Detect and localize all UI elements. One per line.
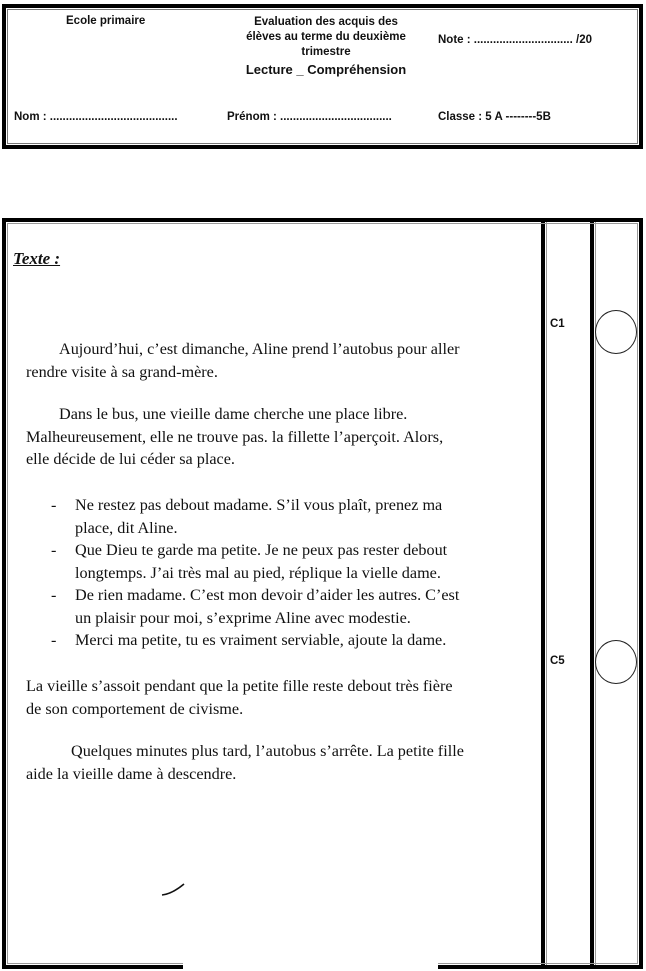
prenom-field[interactable]: Prénom : ................................... (227, 111, 392, 123)
dialogue-text: place, dit Aline. (75, 518, 178, 537)
criterion-c1-score-circle[interactable] (595, 310, 637, 354)
paragraph-1-line-1: Aujourd’hui, c’est dimanche, Aline prend l’autobus pour aller (59, 340, 460, 358)
dialogue-text: longtemps. J’ai très mal au pied, réplique la vielle dame. (75, 563, 441, 582)
paragraph-2-line-2: Malheureusement, elle ne trouve pas. la fillette l’aperçoit. Alors, (26, 427, 444, 446)
paragraph-3-line-1: La vieille s’assoit pendant que la petite fille reste debout très fière (26, 677, 453, 695)
pen-stroke-icon (160, 878, 190, 898)
page-gap (183, 962, 438, 971)
paragraph-2-line-3: elle décide de lui céder sa place. (26, 450, 235, 468)
dialogue-line-3 (51, 584, 551, 629)
paragraph-3 (26, 675, 546, 720)
nom-field[interactable]: Nom : ........................................ (14, 111, 178, 123)
column-divider-2 (590, 222, 594, 965)
classe-field[interactable]: Classe : 5 A --------5B (438, 111, 551, 123)
texte-heading: Texte : (13, 249, 61, 268)
paragraph-3-line-2: de son comportement de civisme. (26, 699, 244, 718)
dialogue-text: Merci ma petite, tu es vraiment serviable, ajoute la dame. (75, 631, 447, 649)
dialogue-line-4 (51, 629, 551, 652)
dialogue-text: un plaisir pour moi, s’exprime Aline avec modestie. (75, 608, 411, 627)
dialogue-text: Que Dieu te garde ma petite. Je ne peux pas rester debout (75, 541, 448, 559)
dialogue-line-2 (51, 539, 551, 584)
evaluation-title (226, 15, 426, 80)
dash-bullet: - (51, 541, 57, 559)
paragraph-4-line-2: aide la vieille dame à descendre. (26, 764, 237, 783)
criterion-c5-label: C5 (550, 655, 565, 667)
dash-bullet: - (51, 496, 57, 514)
paragraph-1-line-2: rendre visite à sa grand-mère. (26, 362, 218, 381)
title-line-2: élèves au terme du deuxième (246, 31, 406, 43)
paragraph-4-line-1: Quelques minutes plus tard, l’autobus s’arrête. La petite fille (71, 742, 464, 760)
dialogue-text: De rien madame. C’est mon devoir d’aider les autres. C’est (75, 586, 460, 604)
title-line-3: trimestre (301, 46, 351, 58)
dialogue-text: Ne restez pas debout madame. S’il vous plaît, prenez ma (75, 496, 443, 514)
paragraph-2 (26, 403, 546, 471)
criterion-c1-label: C1 (550, 318, 565, 330)
dash-bullet: - (51, 631, 57, 649)
paragraph-4 (26, 740, 546, 785)
title-line-1: Evaluation des acquis des (254, 16, 398, 28)
note-field[interactable]: Note : ............................... /20 (438, 34, 593, 46)
paragraph-2-line-1: Dans le bus, une vieille dame cherche une place libre. (59, 405, 408, 423)
header-box (2, 4, 643, 149)
dialogue-line-1 (51, 494, 551, 539)
paragraph-1 (26, 338, 546, 383)
school-name: Ecole primaire (66, 15, 146, 27)
criterion-c5-score-circle[interactable] (595, 640, 637, 684)
subject-title: Lecture _ Compréhension (245, 62, 407, 77)
dash-bullet: - (51, 586, 57, 604)
